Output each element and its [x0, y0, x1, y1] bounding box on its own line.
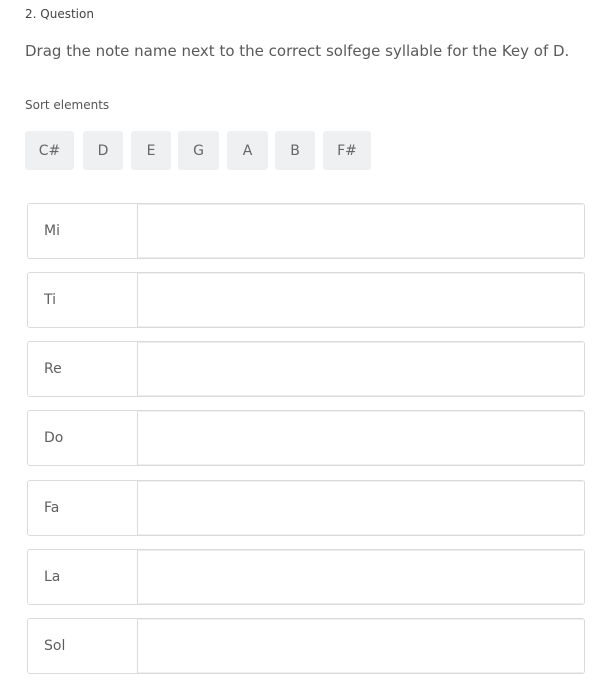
sort-elements-label: Sort elements	[25, 98, 110, 112]
note-chip-g[interactable]: G	[178, 131, 219, 170]
solfege-row-re	[27, 341, 585, 397]
solfege-label: La	[28, 550, 138, 604]
drop-zone[interactable]	[138, 204, 584, 258]
solfege-label: Sol	[28, 619, 138, 673]
note-chip-b[interactable]: B	[275, 131, 315, 170]
drop-zone[interactable]	[138, 481, 584, 535]
note-chip-d[interactable]: D	[83, 131, 123, 170]
solfege-label: Do	[28, 411, 138, 465]
solfege-row-mi	[27, 203, 585, 259]
solfege-row-fa	[27, 480, 585, 536]
solfege-label: Mi	[28, 204, 138, 258]
note-chip-f-sharp[interactable]: F#	[323, 131, 371, 170]
note-chip-a[interactable]: A	[227, 131, 268, 170]
drop-zone[interactable]	[138, 550, 584, 604]
drop-zone[interactable]	[138, 273, 584, 327]
solfege-label: Re	[28, 342, 138, 396]
drop-zone[interactable]	[138, 619, 584, 673]
note-chip-c-sharp[interactable]: C#	[25, 131, 74, 170]
drop-zone[interactable]	[138, 342, 584, 396]
solfege-row-ti	[27, 272, 585, 328]
drop-zone[interactable]	[138, 411, 584, 465]
question-number: 2. Question	[25, 7, 94, 21]
solfege-row-la	[27, 549, 585, 605]
solfege-label: Ti	[28, 273, 138, 327]
question-prompt: Drag the note name next to the correct solfege syllable for the Key of D.	[25, 42, 570, 60]
solfege-label: Fa	[28, 481, 138, 535]
note-chip-e[interactable]: E	[131, 131, 171, 170]
solfege-row-do	[27, 410, 585, 466]
solfege-row-sol	[27, 618, 585, 674]
